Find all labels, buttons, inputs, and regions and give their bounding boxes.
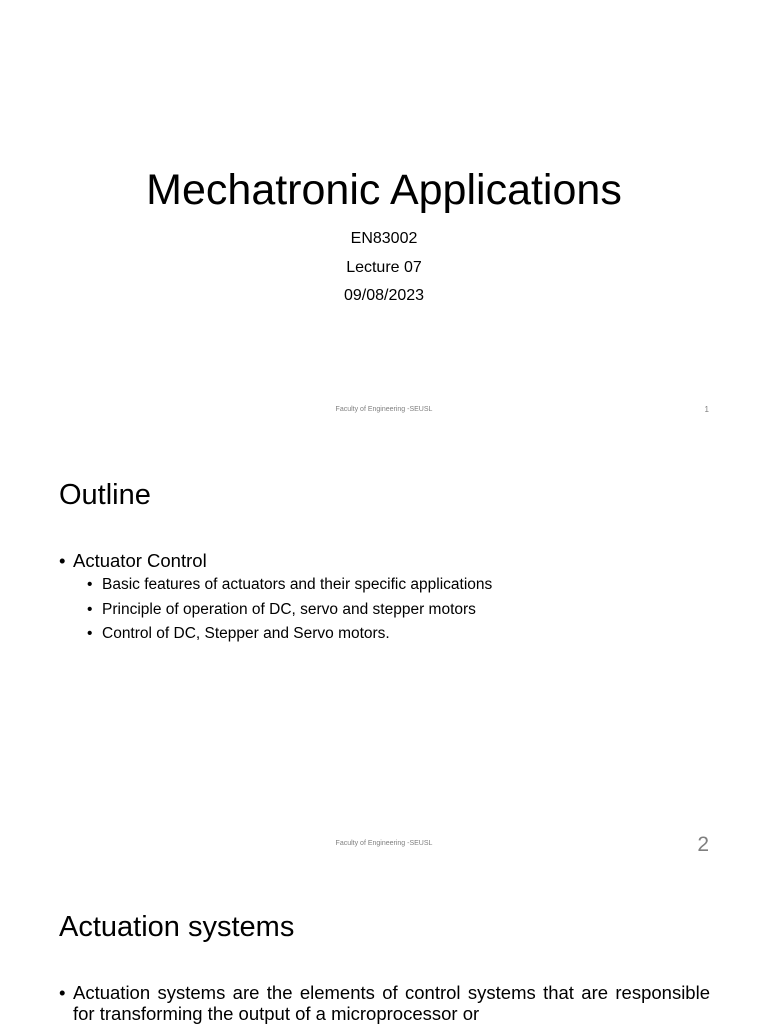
slide-1 bbox=[0, 0, 768, 432]
course-code: EN83002 bbox=[350, 230, 418, 247]
slide-heading: Outline bbox=[59, 479, 151, 511]
paragraph: • Actuation systems are the elements of control systems that are responsible for transforming the output of a microprocessor or bbox=[59, 982, 710, 1024]
list-item: • Control of DC, Stepper and Servo motors. bbox=[59, 622, 492, 647]
page-number: 2 bbox=[697, 833, 709, 856]
slide-footer: Faculty of Engineering -SEUSL bbox=[335, 406, 433, 413]
page-number: 1 bbox=[704, 405, 709, 414]
slide-footer: Faculty of Engineering -SEUSL bbox=[335, 840, 433, 847]
lecture-number: Lecture 07 bbox=[346, 259, 422, 276]
slide-heading: Actuation systems bbox=[59, 911, 295, 943]
list-item: • Basic features of actuators and their specific applications bbox=[59, 573, 492, 598]
slide-title: Mechatronic Applications bbox=[146, 166, 622, 214]
slide-2 bbox=[0, 432, 768, 864]
lecture-date: 09/08/2023 bbox=[343, 287, 425, 304]
slide-3 bbox=[0, 864, 768, 1024]
list-item: • Actuator Control bbox=[59, 549, 492, 573]
list-item: • Principle of operation of DC, servo and stepper motors bbox=[59, 598, 492, 623]
outline-list bbox=[59, 549, 492, 647]
